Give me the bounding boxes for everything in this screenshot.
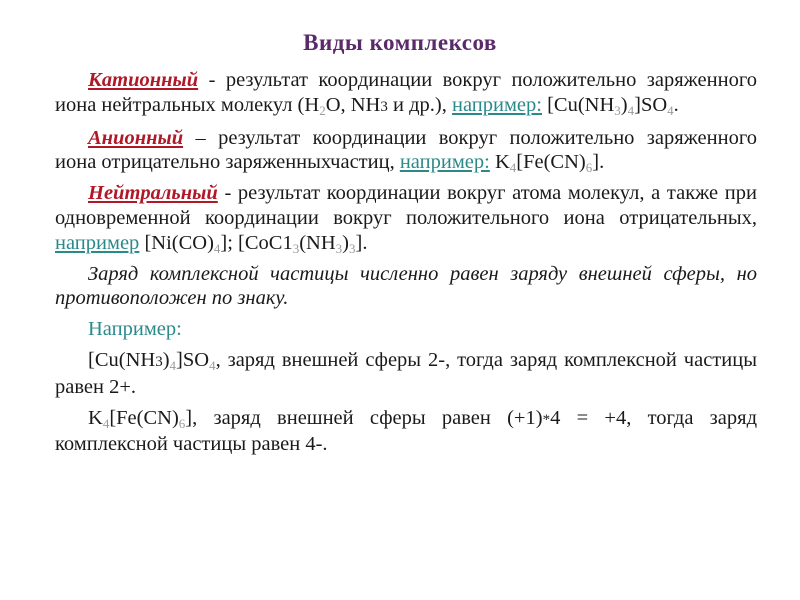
formula-part: (NH [299, 231, 336, 254]
paragraph-anionic [55, 126, 757, 176]
subscript: 4 [209, 357, 216, 373]
subscript: 2 [319, 102, 326, 118]
example-1 [55, 348, 757, 400]
formula-part: ]SO [176, 348, 210, 371]
anionic-text-1: – результат координации вокруг положительно заряженного иона отрицательно заряженныхчастиц, [55, 126, 757, 174]
subscript: 4 [627, 102, 635, 118]
subscript: 4 [213, 240, 221, 256]
term-neutral: Нейтральный [88, 182, 218, 205]
subscript: 3 [335, 240, 343, 256]
formula-part: [Fe(CN) [516, 151, 586, 174]
example-label: Например: [88, 318, 182, 341]
subscript: 3 [614, 102, 621, 118]
formula-part: ]; [CoC1 [220, 231, 293, 254]
multiply-sign: * [542, 411, 551, 428]
formula-part: . [673, 93, 679, 116]
slide-content [55, 68, 757, 463]
formula-part: ]. [355, 231, 368, 254]
subscript: 3 [292, 240, 300, 256]
subscript: 4 [509, 160, 517, 176]
neutral-text-1: - результат координации вокруг атома молекул, а также при одновременной координации вокруг положительного иона отрицательных, [55, 182, 757, 229]
term-cationic: Катионный [88, 69, 199, 91]
paragraph-neutral [55, 181, 757, 255]
subscript: 4 [102, 415, 110, 431]
paragraph-cationic [55, 68, 757, 120]
formula-part: ) [620, 93, 628, 116]
example-1-text: , заряд внешней сферы 2-, тогда заряд комплексной частицы равен 2+. [55, 348, 757, 398]
charge-note: Заряд комплексной частицы численно равен заряду внешней сферы, но противоположен по знаку. [55, 262, 757, 310]
small-digit: 3 [155, 353, 163, 370]
formula-part: K [88, 406, 103, 429]
cationic-text-3: и др.), [387, 93, 452, 116]
subscript: 4 [667, 102, 674, 118]
formula-part: ]. [592, 151, 605, 174]
formula-part: [Ni(CO) [139, 231, 214, 254]
small-digit: 3 [380, 98, 388, 115]
example-link-neutral[interactable]: например [55, 231, 140, 254]
formula-part: [Cu(NH [541, 93, 615, 116]
formula-part: ) [342, 231, 349, 254]
formula-part: ]SO [634, 93, 668, 116]
subscript: 3 [349, 240, 356, 256]
slide-title: Виды комплексов [303, 30, 497, 55]
formula-part: ) [162, 348, 170, 371]
subscript: 6 [178, 415, 186, 431]
subscript: 6 [585, 160, 593, 176]
example-2 [55, 406, 757, 458]
formula-part: ] [185, 406, 193, 429]
formula-part: K [489, 151, 510, 174]
term-anionic: Анионный [88, 126, 184, 149]
cationic-text-1: - результат координации вокруг положительно заряженного иона нейтральных молекул (H [55, 69, 757, 116]
example-link-cationic[interactable]: например: [451, 93, 542, 116]
formula-part: [Fe(CN) [109, 406, 179, 429]
example-2-text-2: 4 = +4, тогда заряд комплексной частицы равен 4-. [55, 406, 757, 456]
example-label-paragraph [55, 317, 757, 342]
subscript: 4 [169, 357, 177, 373]
example-2-text-1: , заряд внешней сферы равен (+1) [192, 406, 543, 429]
formula-part: [Cu(NH [88, 348, 156, 371]
cationic-text-2: O, NH [325, 93, 381, 116]
example-link-anionic[interactable]: например: [399, 151, 490, 174]
